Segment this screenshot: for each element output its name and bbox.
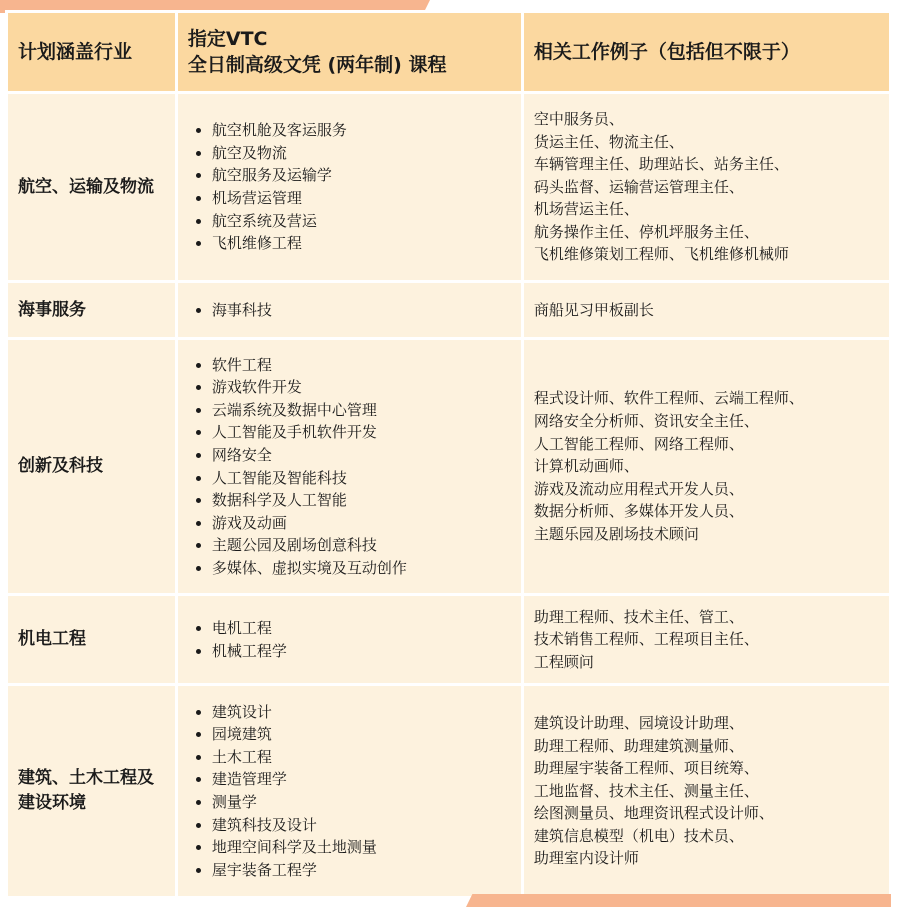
job-line: 计算机动画师、 <box>533 457 639 476</box>
job-line: 空中服务员、 <box>533 109 624 128</box>
job-line: 助理室内设计师 <box>533 849 639 868</box>
course-item: • 航空服务及运输学 <box>212 164 511 187</box>
table-row <box>7 595 891 685</box>
course-item: • 机场营运管理 <box>212 187 511 210</box>
job-line: 绘图测量员、地理资讯程式设计师、 <box>533 804 774 823</box>
job-line: 货运主任、物流主任、 <box>533 132 684 151</box>
table-row <box>7 282 891 339</box>
course-item: • 土木工程 <box>212 746 511 769</box>
course-list <box>188 617 511 662</box>
job-line: 程式设计师、软件工程师、云端工程师、 <box>533 389 804 408</box>
header-course-line1: 指定VTC <box>187 28 268 50</box>
course-table <box>5 10 892 899</box>
course-item: • 云端系统及数据中心管理 <box>212 399 511 422</box>
industry-cell: 建筑、土木工程及建设环境 <box>7 685 177 898</box>
courses-cell <box>176 282 522 339</box>
jobs-cell <box>522 282 890 339</box>
course-item: • 数据科学及人工智能 <box>212 489 511 512</box>
header-jobs: 相关工作例子（包括但不限于） <box>522 12 890 93</box>
industry-cell: 航空、运输及物流 <box>7 93 177 282</box>
jobs-cell <box>522 595 890 685</box>
course-item: • 建筑科技及设计 <box>212 814 511 837</box>
table-row <box>7 339 891 595</box>
job-line: 助理屋宇装备工程师、项目统筹、 <box>533 759 759 778</box>
job-line: 工地监督、技术主任、测量主任、 <box>533 781 759 800</box>
course-item: • 海事科技 <box>212 299 511 322</box>
course-item: • 建筑设计 <box>212 701 511 724</box>
course-list <box>188 119 511 255</box>
courses-cell <box>176 595 522 685</box>
industry-cell: 机电工程 <box>7 595 177 685</box>
job-line: 航务操作主任、停机坪服务主任、 <box>533 222 759 241</box>
courses-cell <box>176 93 522 282</box>
job-line: 人工智能工程师、网络工程师、 <box>533 434 744 453</box>
course-item: • 航空系统及营运 <box>212 210 511 233</box>
job-line: 主题乐园及剧场技术顾问 <box>533 524 699 543</box>
job-line: 工程顾问 <box>533 652 594 671</box>
job-line: 游戏及流动应用程式开发人员、 <box>533 479 744 498</box>
job-line: 机场营运主任、 <box>533 200 639 219</box>
jobs-cell <box>522 685 890 898</box>
course-item: • 网络安全 <box>212 444 511 467</box>
course-item: • 游戏及动画 <box>212 512 511 535</box>
job-line: 码头监督、运输营运管理主任、 <box>533 177 744 196</box>
course-item: • 人工智能及手机软件开发 <box>212 421 511 444</box>
header-industry: 计划涵盖行业 <box>7 12 177 93</box>
course-item: • 游戏软件开发 <box>212 376 511 399</box>
course-item: • 屋宇装备工程学 <box>212 859 511 882</box>
course-item: • 主题公园及剧场创意科技 <box>212 534 511 557</box>
courses-cell <box>176 685 522 898</box>
job-line: 数据分析师、多媒体开发人员、 <box>533 502 744 521</box>
job-line: 建筑信息模型（机电）技术员、 <box>533 826 744 845</box>
table-row <box>7 93 891 282</box>
jobs-cell <box>522 93 890 282</box>
decorative-bottom-bar <box>466 894 891 907</box>
course-item: • 人工智能及智能科技 <box>212 467 511 490</box>
table-row <box>7 685 891 898</box>
job-line: 建筑设计助理、园境设计助理、 <box>533 713 744 732</box>
course-item: • 航空机舱及客运服务 <box>212 119 511 142</box>
job-line: 商船见习甲板副长 <box>533 300 654 319</box>
course-list <box>188 299 511 322</box>
course-list <box>188 701 511 882</box>
course-item: • 机械工程学 <box>212 640 511 663</box>
job-line: 技术销售工程师、工程项目主任、 <box>533 630 759 649</box>
course-item: • 软件工程 <box>212 354 511 377</box>
job-line: 助理工程师、技术主任、管工、 <box>533 607 744 626</box>
courses-cell <box>176 339 522 595</box>
jobs-cell <box>522 339 890 595</box>
course-item: • 电机工程 <box>212 617 511 640</box>
course-item: • 园境建筑 <box>212 723 511 746</box>
course-item: • 地理空间科学及土地测量 <box>212 836 511 859</box>
header-course-line2: 全日制高级文凭 (两年制) 课程 <box>187 54 447 76</box>
course-item: • 建造管理学 <box>212 768 511 791</box>
job-line: 车辆管理主任、助理站长、站务主任、 <box>533 155 789 174</box>
course-item: • 测量学 <box>212 791 511 814</box>
job-line: 网络安全分析师、资讯安全主任、 <box>533 412 759 431</box>
course-list <box>188 354 511 580</box>
industry-cell: 海事服务 <box>7 282 177 339</box>
course-item: • 航空及物流 <box>212 142 511 165</box>
table-header-row <box>7 12 891 93</box>
job-line: 助理工程师、助理建筑测量师、 <box>533 736 744 755</box>
industry-cell: 创新及科技 <box>7 339 177 595</box>
course-item: • 飞机维修工程 <box>212 232 511 255</box>
job-line: 飞机维修策划工程师、飞机维修机械师 <box>533 245 789 264</box>
course-item: • 多媒体、虚拟实境及互动创作 <box>212 557 511 580</box>
header-course <box>176 12 522 93</box>
